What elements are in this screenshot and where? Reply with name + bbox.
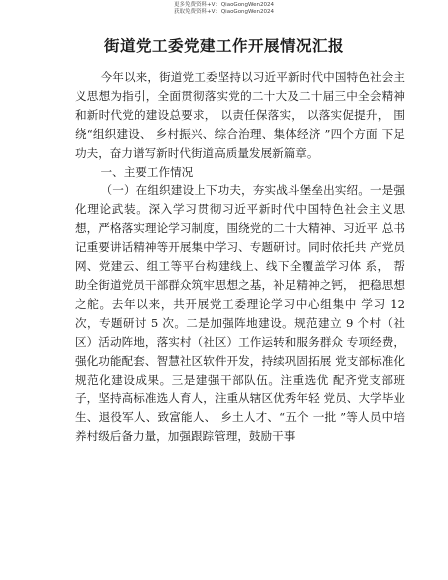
intro-paragraph: 今年以来，街道党工委坚持以习近平新时代中国特色社会主义思想为指引，全面贯彻落实党的二十大及二十届三中全会精神和新时代党的建设总要求， 以责任保落实， 以落实促提升， 围绕“组织建设、 乡村振兴、综合治理、集体经济 ”四个方面 下足功夫，奋力谱写新时代街道高质量发展新篇章。 [75, 70, 405, 160]
section-heading: 一、主要工作情况 [100, 164, 194, 179]
body-paragraph: （一）在组织建设上下功夫，夯实战斗堡垒出实绍。一是强化理论武装。深入学习贯彻习近平新时代中国特色社会主义思想，严格落实理论学习制度，围绕党的二十大精神、习近平 总书记重要讲话精神等开展集中学习、专题研讨。同时依托共 产党员网、党建云、组工等平台构建线上、线下全覆盖学习体 系， 帮助全街道党员干部群众筑牢思想之基，补足精神之钙， 把稳思想之舵。去年以来，共开展党工委理论学习中心组集中 学习 12 次，专题研讨 5 次。二是加强阵地建设。规范建立 9 个村（社区）活动阵地，落实村（社区）工作运转和服务群众 专项经费，强化功能配套、智慧社区软件开发，持续巩固拓展 党支部标准化规范化建设成果。三是建强干部队伍。注重选优 配齐党支部班子，坚持高标准选人育人，注重从辖区优秀年轻 党员、大学毕业生、退役军人、致富能人、 乡土人才、“五个 一批 ”等人员中培养村级后备力量，加强跟踪管理，鼓励干事 [75, 183, 405, 444]
document-body [75, 68, 405, 446]
header-note: 更多免费资料+V：QiaoGongWen2024 [173, 2, 275, 8]
header-notes [0, 2, 448, 16]
document-title: 街道党工委党建工作开展情况汇报 [103, 36, 344, 55]
header-note: 获取免费资料+V：QiaoGongWen2024 [173, 9, 275, 15]
